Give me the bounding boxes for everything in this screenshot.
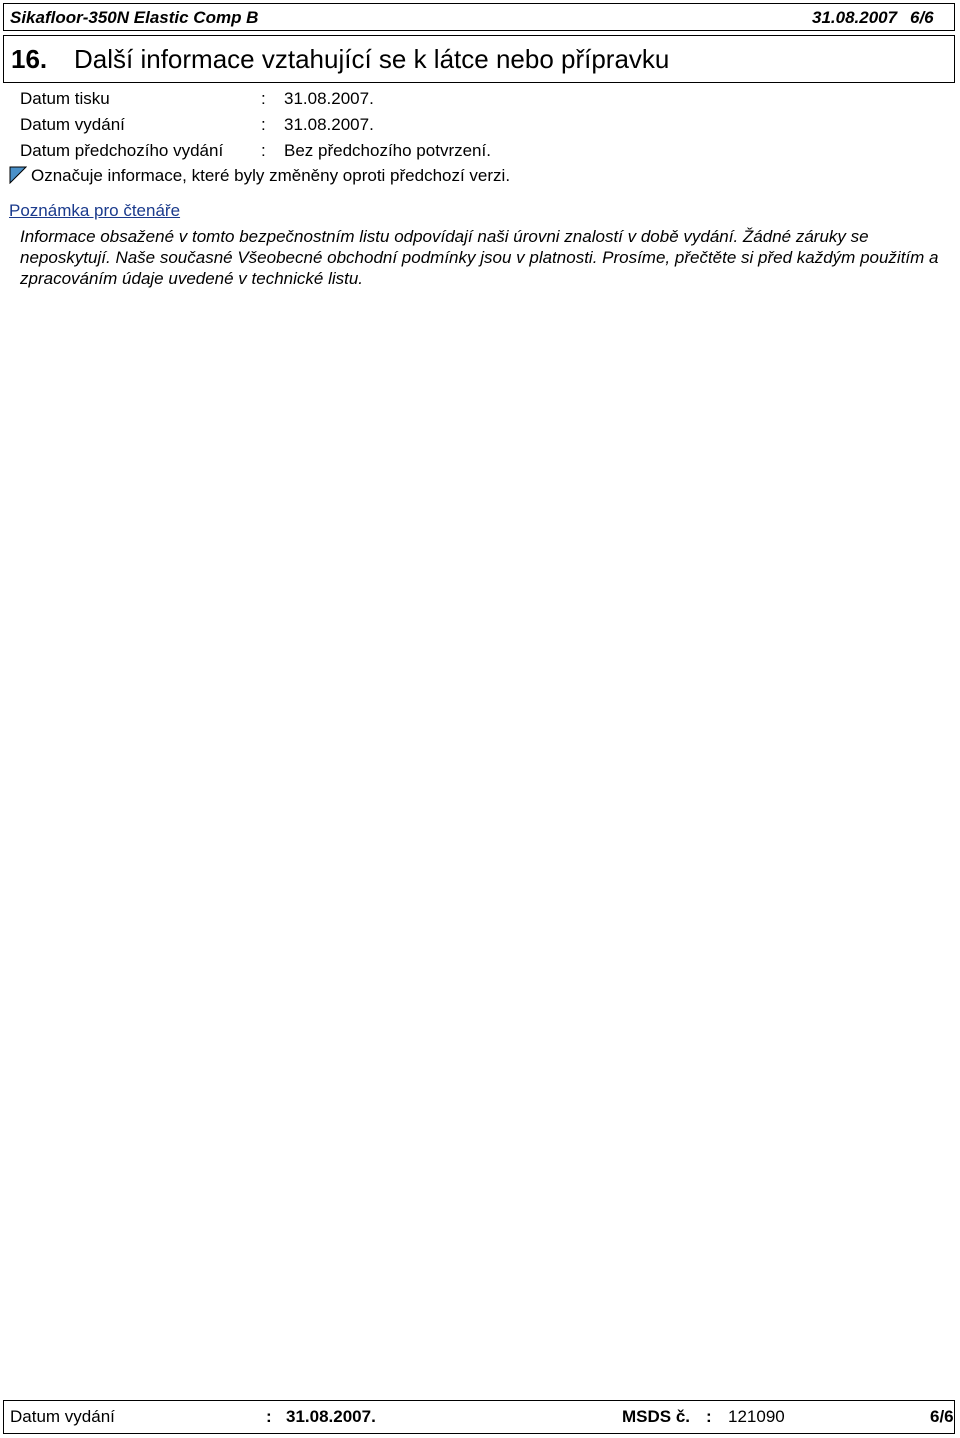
footer-issue-label: Datum vydání: [10, 1407, 115, 1426]
issue-date-value: 31.08.2007.: [284, 115, 374, 134]
previous-issue-date-value: Bez předchozího potvrzení.: [284, 141, 491, 160]
section-title: Další informace vztahující se k látce nebo přípravku: [74, 44, 670, 74]
document-footer: [3, 1400, 955, 1434]
footer-msds-number: 121090: [728, 1407, 785, 1426]
previous-issue-date-colon: :: [261, 141, 266, 160]
section-heading: [3, 35, 955, 83]
footer-issue-colon: :: [266, 1407, 272, 1426]
footer-issue-date: 31.08.2007.: [286, 1407, 376, 1426]
footer-msds-colon: :: [706, 1407, 712, 1426]
footer-page-number: 6/6: [930, 1407, 954, 1426]
header-page-number: 6/6: [910, 8, 934, 27]
reader-note-heading: Poznámka pro čtenáře: [9, 201, 181, 220]
reader-note-body: Informace obsažené v tomto bezpečnostním listu odpovídají naši úrovni znalostí v době vydání. Žádné záruky se neposkytují. Naše současné Všeobecné obchodní podmínky jsou v platnosti. Prosíme, přečtěte si před každým použitím a zpracováním údaje uvedené v technické listu.: [20, 227, 939, 288]
print-date-label: Datum tisku: [20, 89, 110, 108]
issue-date-colon: :: [261, 115, 266, 134]
print-date-colon: :: [261, 89, 266, 108]
change-triangle-icon: [9, 166, 27, 184]
print-date-value: 31.08.2007.: [284, 89, 374, 108]
previous-issue-date-label: Datum předchozího vydání: [20, 141, 224, 160]
issue-date-label: Datum vydání: [20, 115, 125, 134]
document-header: [3, 3, 955, 31]
footer-msds-label: MSDS č.: [622, 1407, 691, 1426]
header-date: 31.08.2007: [812, 8, 898, 27]
change-indicator-text: Označuje informace, které byly změněny oproti předchozí verzi.: [31, 166, 511, 185]
product-name: Sikafloor-350N Elastic Comp B: [10, 8, 259, 27]
section-number: 16.: [11, 44, 48, 74]
